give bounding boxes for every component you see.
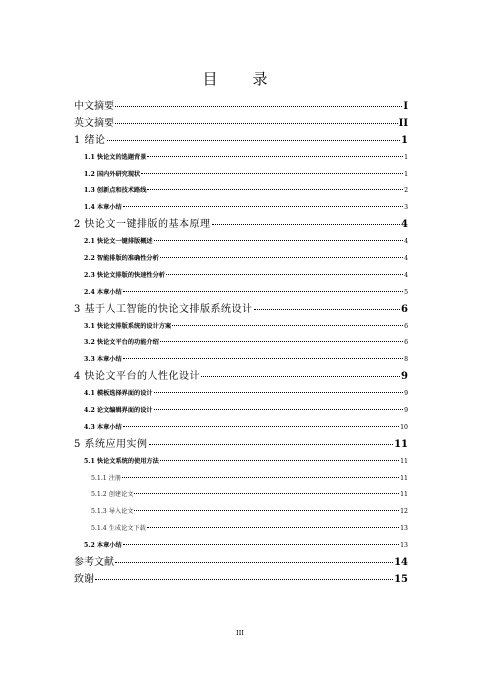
toc-dot-leader [147, 156, 403, 157]
toc-entry-label: 5.1 快论文系统的使用方法 [84, 457, 159, 465]
toc-entry-label: 2.2 智能排版的准确性分析 [84, 255, 159, 263]
toc-entry-label: 5.1.4 生成论文下载 [91, 525, 146, 533]
toc-entry-page: 4 [401, 219, 408, 231]
toc-entry[interactable] [74, 285, 408, 302]
toc-dot-leader [160, 341, 403, 342]
toc-entry[interactable] [74, 99, 408, 116]
toc-entry-label: 5.1.2 创建论文 [91, 491, 134, 499]
toc-entry-page: 4 [404, 271, 408, 279]
toc-entry-page: 2 [404, 187, 408, 195]
toc-entry[interactable] [74, 234, 408, 251]
toc-dot-leader [123, 426, 399, 427]
toc-dot-leader [172, 325, 403, 326]
toc-entry-label: 1.3 创新点和技术路线 [84, 187, 147, 195]
toc-entry-label: 2.4 本章小结 [84, 288, 122, 296]
toc-entry-label: 4.1 模板选择界面的设计 [84, 390, 153, 398]
toc-entry[interactable] [74, 200, 408, 217]
toc-dot-leader [147, 189, 403, 190]
toc-entry[interactable] [74, 335, 408, 352]
toc-dot-leader [123, 206, 403, 207]
toc-entry-page: 9 [404, 407, 408, 415]
toc-entry-page: 10 [400, 423, 408, 431]
toc-entry-page: 11 [394, 438, 408, 450]
toc-dot-leader [134, 510, 399, 511]
toc-entry[interactable] [74, 217, 408, 234]
toc-entry-label: 5.1.3 导入论文 [91, 508, 134, 516]
toc-dot-leader [141, 173, 403, 174]
toc-entry-page: 9 [401, 371, 408, 383]
toc-dot-leader [160, 460, 399, 461]
toc-dot-leader [107, 140, 400, 141]
toc-entry-label: 致谢 [74, 573, 94, 585]
toc-entry[interactable] [74, 133, 408, 150]
toc-entry[interactable] [74, 150, 408, 167]
toc-entry-label: 4 快论文平台的人性化设计 [74, 371, 201, 383]
toc-entry[interactable] [74, 487, 408, 504]
toc-entry[interactable] [74, 369, 408, 386]
toc-dot-leader [149, 444, 394, 445]
toc-dot-leader [166, 274, 403, 275]
toc-entry-page: 9 [404, 390, 408, 398]
toc-entry-label: 1.1 快论文的选题背景 [84, 153, 147, 161]
toc-entry-label: 5 系统应用实例 [74, 438, 148, 450]
page-number: III [236, 629, 244, 637]
toc-entry-page: 13 [400, 525, 408, 533]
toc-entry-page: 12 [400, 508, 408, 516]
toc-entry-page: 3 [404, 204, 408, 212]
toc-dot-leader [154, 392, 403, 393]
toc-dot-leader [147, 527, 399, 528]
toc-entry-label: 3 基于人工智能的快论文排版系统设计 [74, 303, 253, 315]
toc-entry[interactable] [74, 538, 408, 555]
toc-entry-label: 英文摘要 [74, 117, 114, 129]
toc-entry-label: 5.2 本章小结 [84, 542, 122, 550]
toc-entry[interactable] [74, 504, 408, 521]
toc-entry-label: 参考文献 [74, 557, 114, 569]
toc-entry-page: 8 [404, 356, 408, 364]
toc-entry-label: 4.2 论文编辑界面的设计 [84, 407, 153, 415]
toc-entry-page: 4 [404, 255, 408, 263]
toc-entry[interactable] [74, 183, 408, 200]
toc-dot-leader [154, 240, 403, 241]
toc-entry-label: 2.3 快论文排版的快速性分析 [84, 271, 165, 279]
toc-entry-label: 4.3 本章小结 [84, 423, 122, 431]
table-of-contents [74, 99, 408, 589]
toc-entry-label: 中文摘要 [74, 101, 114, 112]
toc-entry-page: 11 [400, 457, 408, 465]
toc-entry[interactable] [74, 302, 408, 319]
toc-entry-label: 3.1 快论文排版系统的设计方案 [84, 322, 172, 330]
toc-entry-page: 4 [404, 238, 408, 246]
toc-entry[interactable] [74, 454, 408, 471]
toc-entry-page: 5 [404, 288, 408, 296]
toc-entry[interactable] [74, 116, 408, 133]
toc-entry-page: 6 [401, 303, 408, 315]
toc-entry-page: 11 [400, 491, 408, 499]
toc-entry-page: 15 [394, 573, 408, 585]
toc-entry[interactable] [74, 572, 408, 589]
toc-entry-label: 3.2 快论文平台的功能介绍 [84, 339, 159, 347]
toc-dot-leader [134, 493, 399, 494]
page-title: 目 录 [202, 70, 278, 88]
toc-entry-page: 6 [404, 322, 408, 330]
toc-entry[interactable] [74, 420, 408, 437]
toc-entry-page: 1 [404, 153, 408, 161]
toc-dot-leader [115, 123, 398, 124]
toc-dot-leader [123, 544, 399, 545]
toc-dot-leader [201, 376, 400, 377]
toc-entry-label: 1.4 本章小结 [84, 204, 122, 212]
toc-entry-label: 2.1 快论文一键排版概述 [84, 238, 153, 246]
toc-entry[interactable] [74, 403, 408, 420]
toc-entry-page: 6 [404, 339, 408, 347]
toc-entry-page: 14 [394, 557, 408, 569]
toc-entry-label: 3.3 本章小结 [84, 356, 122, 364]
toc-dot-leader [122, 477, 399, 478]
toc-entry[interactable] [74, 555, 408, 572]
toc-entry-page: 1 [401, 134, 408, 146]
toc-dot-leader [154, 409, 403, 410]
toc-dot-leader [123, 358, 403, 359]
toc-dot-leader [254, 309, 400, 310]
toc-entry[interactable] [74, 521, 408, 538]
toc-entry-page: I [403, 101, 408, 112]
toc-entry-label: 1.2 国内外研究现状 [84, 170, 141, 178]
toc-entry-page: 1 [404, 170, 408, 178]
toc-entry[interactable] [74, 167, 408, 184]
toc-entry[interactable] [74, 386, 408, 403]
toc-entry[interactable] [74, 352, 408, 369]
toc-entry-label: 5.1.1 注册 [91, 474, 122, 482]
toc-dot-leader [123, 291, 403, 292]
toc-dot-leader [115, 106, 402, 107]
toc-entry[interactable] [74, 268, 408, 285]
toc-entry-page: 11 [400, 474, 408, 482]
toc-entry-label: 2 快论文一键排版的基本原理 [74, 219, 211, 231]
toc-entry[interactable] [74, 251, 408, 268]
toc-dot-leader [115, 562, 393, 563]
toc-dot-leader [95, 579, 393, 580]
toc-entry[interactable] [74, 319, 408, 336]
toc-entry-page: 13 [400, 542, 408, 550]
toc-dot-leader [212, 224, 400, 225]
toc-entry[interactable] [74, 471, 408, 488]
toc-entry[interactable] [74, 437, 408, 454]
toc-entry-page: II [398, 117, 408, 129]
toc-entry-label: 1 绪论 [74, 134, 106, 146]
toc-dot-leader [160, 257, 403, 258]
